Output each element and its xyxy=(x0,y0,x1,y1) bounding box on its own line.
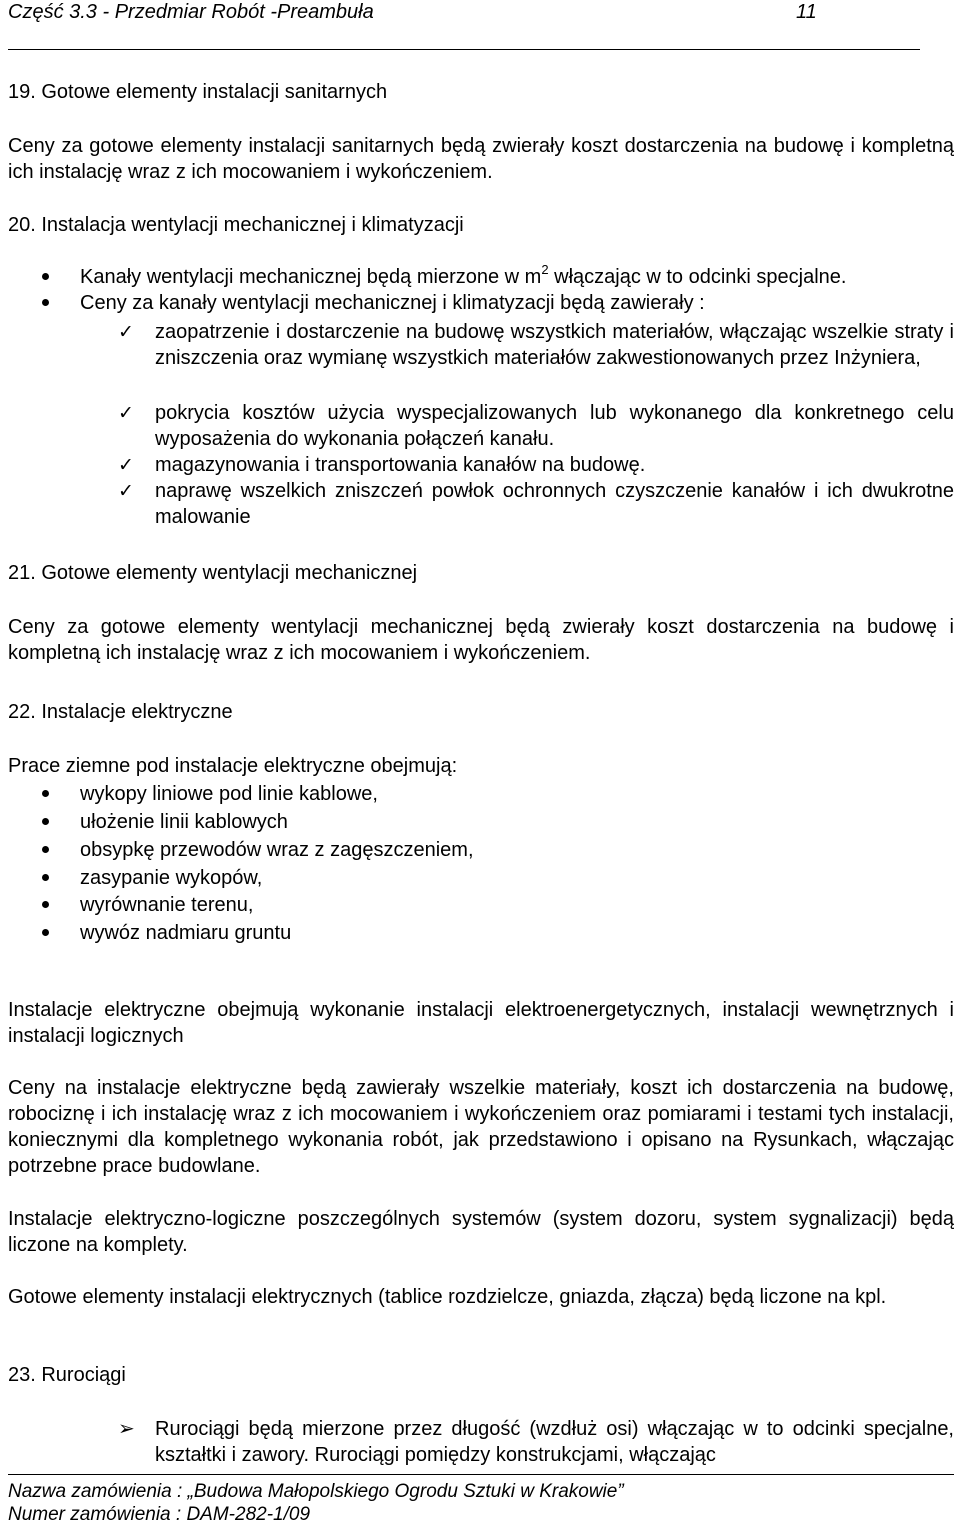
section-23-heading: 23. Rurociągi xyxy=(8,1364,126,1386)
list-item: wyrównanie terenu, xyxy=(80,894,254,916)
section-21-paragraph: Ceny za gotowe elementy wentylacji mechanicznej będą zwierały koszt dostarczenia na budowę i kompletną ich instalację wraz z ich mocowaniem i wykończeniem. xyxy=(8,616,954,664)
section-20-heading: 20. Instalacja wentylacji mechanicznej i klimatyzacji xyxy=(8,214,464,236)
check-item: naprawę wszelkich zniszczeń powłok ochronnych czyszczenie kanałów i ich dwukrotne malowanie xyxy=(155,480,954,528)
bullet-icon xyxy=(42,273,49,280)
bullet-icon xyxy=(42,874,49,881)
check-item: pokrycia kosztów użycia wyspecjalizowanych lub wykonanego dla konkretnego celu wyposażenia do wykonania połączeń kanału. xyxy=(155,402,954,450)
section-22-heading: 22. Instalacje elektryczne xyxy=(8,701,233,723)
list-item: wykopy liniowe pod linie kablowe, xyxy=(80,783,378,805)
logic-systems-paragraph: Instalacje elektryczno-logiczne poszczególnych systemów (system dozoru, system sygnalizacji) będą liczone na komplety. xyxy=(8,1208,954,1256)
ducts-price-item: Ceny za kanały wentylacji mechanicznej i klimatyzacji będą zawierały : xyxy=(80,292,705,314)
electrical-scope-paragraph: Instalacje elektryczne obejmują wykonanie instalacji elektroenergetycznych, instalacji wewnętrznych i instalacji logicznych xyxy=(8,999,954,1047)
section-19-heading: 19. Gotowe elementy instalacji sanitarnych xyxy=(8,81,388,103)
list-item: ułożenie linii kablowych xyxy=(80,811,288,833)
checkmark-icon: ✓ xyxy=(118,402,134,424)
checkmark-icon: ✓ xyxy=(118,321,134,343)
check-item: zaopatrzenie i dostarczenie na budowę wszystkich materiałów, włączając wszelkie straty i zniszczenia oraz wymianę wszystkich materiałów zakwestionowanych przez Inżyniera, xyxy=(155,321,954,369)
bullet-icon xyxy=(42,929,49,936)
pipelines-item: Rurociągi będą mierzone przez długość (wzdłuż osi) włączając w to odcinki specjalne, kształtki i zawory. Rurociągi pomiędzy konstrukcjami, włączając xyxy=(155,1418,954,1466)
bullet-icon xyxy=(42,846,49,853)
electrical-elements-paragraph: Gotowe elementy instalacji elektrycznych (tablice rozdzielcze, gniazda, złącza) będą liczone na kpl. xyxy=(8,1286,887,1308)
page-number: 11 xyxy=(796,1,817,23)
footer-rule xyxy=(8,1474,954,1475)
bullet-icon xyxy=(42,901,49,908)
list-item: zasypanie wykopów, xyxy=(80,867,263,889)
checkmark-icon: ✓ xyxy=(118,454,134,476)
bullet-icon xyxy=(42,790,49,797)
section-19-paragraph: Ceny za gotowe elementy instalacji sanitarnych będą zwierały koszt dostarczenia na budowę i kompletną ich instalację wraz z ich mocowaniem i wykończeniem. xyxy=(8,135,954,183)
bullet-icon xyxy=(42,818,49,825)
list-item: obsypkę przewodów wraz z zagęszczeniem, xyxy=(80,839,474,861)
ducts-measure-text: Kanały wentylacji mechanicznej będą mierzone w m xyxy=(80,266,542,288)
unit-superscript: 2 xyxy=(541,262,549,277)
earthworks-intro: Prace ziemne pod instalacje elektryczne obejmują: xyxy=(8,755,458,777)
arrow-bullet-icon: ➢ xyxy=(118,1416,135,1440)
footer-order-number: Numer zamówienia : DAM-282-1/09 xyxy=(8,1504,311,1525)
checkmark-icon: ✓ xyxy=(118,480,134,502)
bullet-icon xyxy=(42,299,49,306)
section-21-heading: 21. Gotowe elementy wentylacji mechanicznej xyxy=(8,562,418,584)
list-item: wywóz nadmiaru gruntu xyxy=(80,922,292,944)
footer-order-name: Nazwa zamówienia : „Budowa Małopolskiego Ogrodu Sztuki w Krakowie” xyxy=(8,1481,624,1502)
electrical-price-paragraph: Ceny na instalacje elektryczne będą zawierały wszelkie materiały, koszt ich dostarczenia na budowę, robociznę i ich instalację wraz z ich mocowaniem i wykończeniem oraz pomiarami i testami tych instalacji, koniecznymi dla kompletnego wykonania robót, jak przedstawiono i opisano na Rysunkach, włączając potrzebne prace budowlane. xyxy=(8,1077,954,1177)
ducts-measure-item xyxy=(80,262,847,289)
ducts-measure-text-end: włączając w to odcinki specjalne. xyxy=(548,266,847,288)
header-rule xyxy=(8,49,920,50)
check-item: magazynowania i transportowania kanałów na budowę. xyxy=(155,454,646,476)
header-title: Część 3.3 - Przedmiar Robót -Preambuła xyxy=(8,1,374,23)
